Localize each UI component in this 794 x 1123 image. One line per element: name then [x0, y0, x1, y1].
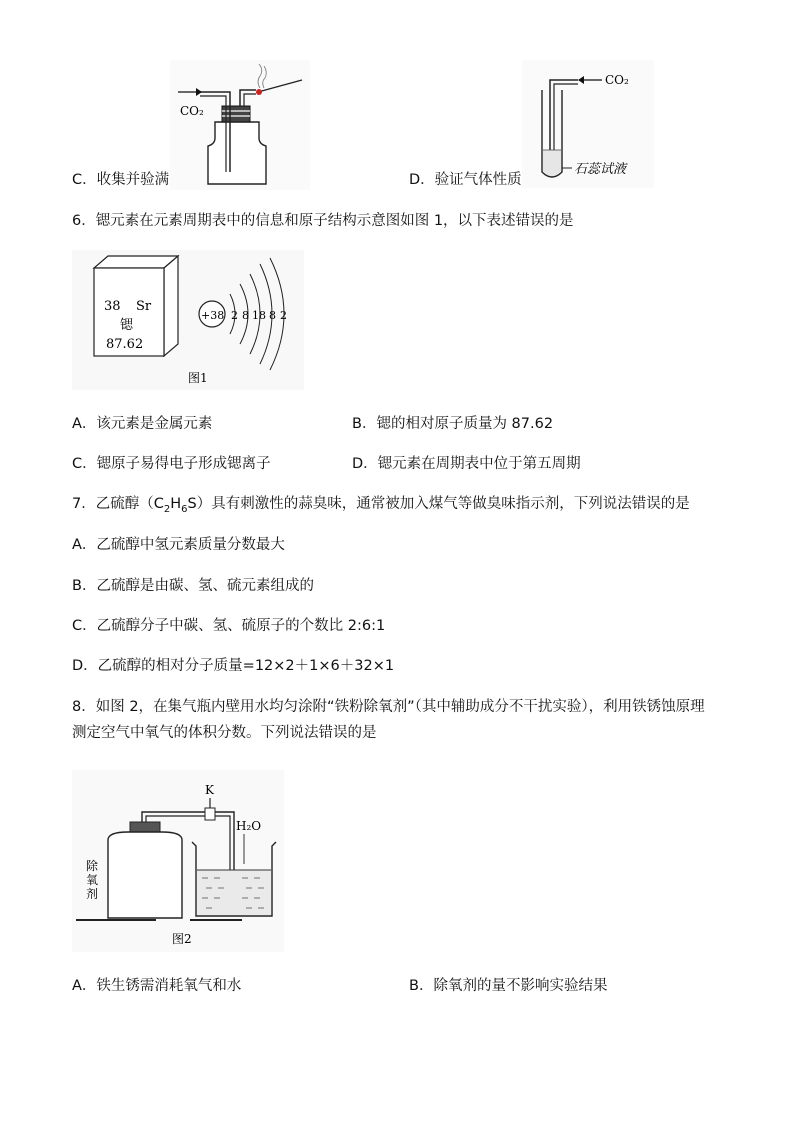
- shell-4: 8: [269, 309, 276, 322]
- atomic-number: 38: [104, 299, 121, 314]
- q6-option-b: B．锶的相对原子质量为 87.62: [352, 416, 554, 432]
- shell-1: 2: [231, 309, 238, 322]
- clamp-k-label: K: [205, 783, 214, 797]
- shell-5: 2: [280, 309, 287, 322]
- deoxidizer-label-1: 除: [86, 859, 99, 873]
- q8-option-b: B．除氧剂的量不影响实验结果: [409, 978, 608, 994]
- q6-option-a: A．该元素是金属元素: [72, 416, 213, 432]
- co2-label-d: CO₂: [605, 73, 629, 87]
- q8-stem-line2: 测定空气中氧气的体积分数。下列说法错误的是: [72, 725, 377, 741]
- deoxidizer-label-3: 剂: [86, 887, 99, 901]
- element-name: 锶: [120, 318, 134, 333]
- gas-collection-figure: [170, 60, 310, 190]
- figure-2-caption: 图2: [172, 932, 192, 946]
- q7-option-a: A．乙硫醇中氢元素质量分数最大: [72, 537, 285, 553]
- q5-option-d: D．验证气体性质: [409, 172, 522, 188]
- water-label: H₂O: [236, 819, 262, 833]
- q5-option-c: C．收集并验满: [72, 172, 170, 188]
- oxygen-measure-figure: [72, 770, 284, 952]
- q8-option-a: A．铁生锈需消耗氧气和水: [72, 978, 242, 994]
- nucleus-charge: +38: [201, 309, 225, 322]
- litmus-label: 石蕊试液: [574, 162, 627, 177]
- q6-option-d: D．锶元素在周期表中位于第五周期: [352, 456, 581, 472]
- shell-2: 8: [242, 309, 249, 322]
- element-symbol: Sr: [136, 299, 152, 314]
- figure-1-caption: 图1: [188, 371, 208, 385]
- q6-stem: 6．锶元素在元素周期表中的信息和原子结构示意图如图 1，以下表述错误的是: [72, 213, 574, 229]
- q7-option-c: C．乙硫醇分子中碳、氢、硫原子的个数比 2:6:1: [72, 618, 386, 634]
- q7-option-d: D．乙硫醇的相对分子质量=12×2＋1×6＋32×1: [72, 658, 395, 674]
- deoxidizer-label-2: 氧: [86, 873, 99, 887]
- atomic-mass: 87.62: [106, 337, 144, 352]
- litmus-test-figure: [522, 60, 654, 188]
- strontium-figure: [72, 250, 304, 390]
- co2-label-c: CO₂: [180, 104, 204, 118]
- q7-option-b: B．乙硫醇是由碳、氢、硫元素组成的: [72, 578, 314, 594]
- q7-stem: 7．乙硫醇$(C_2H_6S)$具有刺激性的蒜臭味，通常被加入煤气等做臭味指示剂，下列说法错误的是: [72, 496, 690, 515]
- q8-stem-line1: 8．如图 2，在集气瓶内壁用水均匀涂附“铁粉除氧剂”（其中辅助成分不干扰实验），利用铁锈蚀原理: [72, 699, 705, 715]
- shell-3: 18: [252, 309, 266, 322]
- q6-option-c: C．锶原子易得电子形成锶离子: [72, 456, 271, 472]
